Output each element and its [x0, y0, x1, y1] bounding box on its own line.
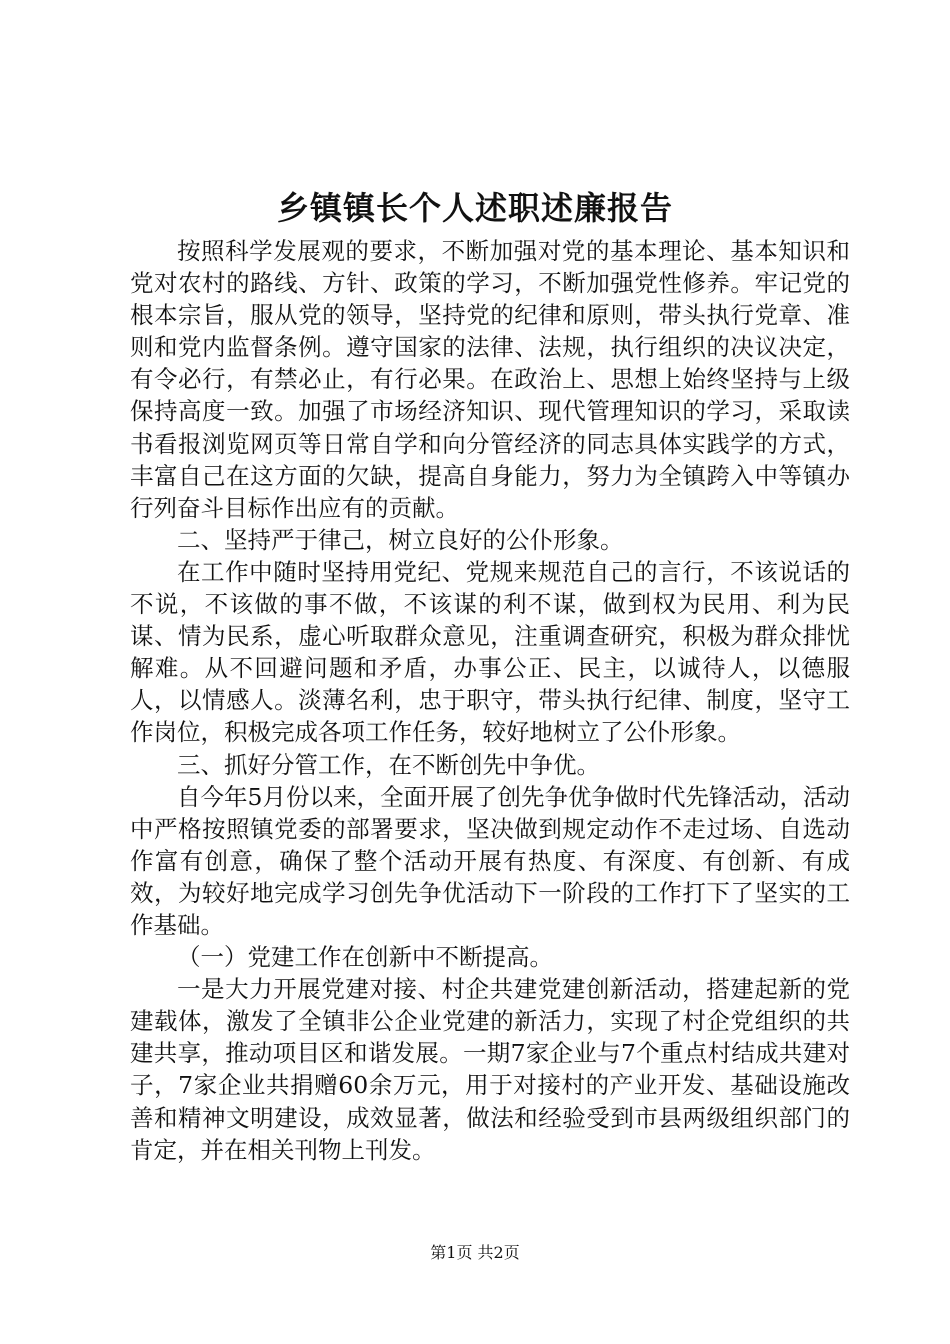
section-heading: 三、抓好分管工作，在不断创先中争优。	[177, 750, 600, 779]
paragraph: 一是大力开展党建对接、村企共建党建创新活动，搭建起新的党建载体，激发了全镇非公企业党建的新活力，实现了村企党组织的共建共享，推动项目区和谐发展。一期7家企业与7个重点村结成共建对子，7家企业共捐赠60余万元，用于对接村的产业开发、基础设施改善和精神文明建设，成效显著，做法和经验受到市县两级组织部门的肯定，并在相关刊物上刊发。	[130, 975, 850, 1164]
paragraph: 按照科学发展观的要求，不断加强对党的基本理论、基本知识和党对农村的路线、方针、政策的学习，不断加强党性修养。牢记党的根本宗旨，服从党的领导，坚持党的纪律和原则，带头执行党章、准则和党内监督条例。遵守国家的法律、法规，执行组织的决议决定，有令必行，有禁必止，有行必果。在政治上、思想上始终坚持与上级保持高度一致。加强了市场经济知识、现代管理知识的学习，采取读书看报浏览网页等日常自学和向分管经济的同志具体实践学的方式，丰富自己在这方面的欠缺，提高自身能力，努力为全镇跨入中等镇办行列奋斗目标作出应有的贡献。	[130, 237, 850, 522]
paragraph: 在工作中随时坚持用党纪、党规来规范自己的言行，不该说话的不说，不该做的事不做，不该谋的利不谋，做到权为民用、利为民谋、情为民系，虚心听取群众意见，注重调查研究，积极为群众排忧解难。从不回避问题和矛盾，办事公正、民主，以诚待人，以德服人，以情感人。淡薄名利，忠于职守，带头执行纪律、制度，坚守工作岗位，积极完成各项工作任务，较好地树立了公仆形象。	[130, 557, 850, 747]
page-footer: 第1页 共2页	[430, 1243, 520, 1262]
paragraph: 自今年5月份以来，全面开展了创先争优争做时代先锋活动，活动中严格按照镇党委的部署要求，坚决做到规定动作不走过场、自选动作富有创意，确保了整个活动开展有热度、有深度、有创新、有成效，为较好地完成学习创先争优活动下一阶段的工作打下了坚实的工作基础。	[130, 782, 850, 939]
document-body	[130, 235, 850, 1166]
document-title: 乡镇镇长个人述职述廉报告	[276, 189, 673, 227]
section-heading: 二、坚持严于律己，树立良好的公仆形象。	[177, 525, 624, 554]
subsection-heading: （一）党建工作在创新中不断提高。	[177, 943, 553, 972]
